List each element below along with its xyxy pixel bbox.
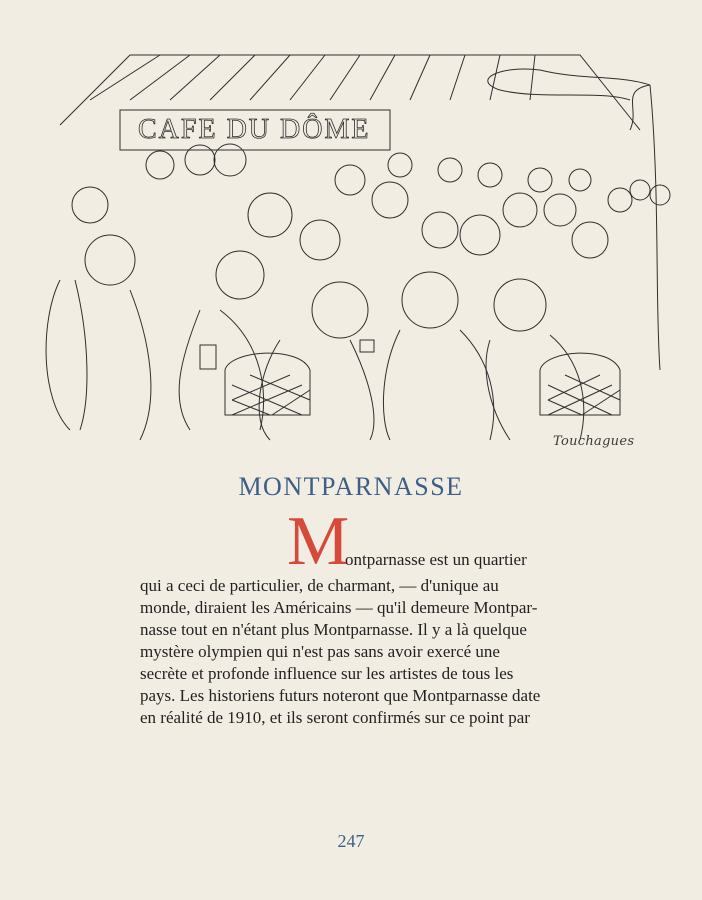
- artist-signature: Touchagues: [553, 434, 635, 449]
- page-number: 247: [337, 831, 365, 851]
- body-line: mystère olympien qui n'est pas sans avoir exercé une: [140, 642, 500, 661]
- drop-cap: M: [287, 503, 350, 580]
- body-line: qui a ceci de particulier, de charmant, — d'unique au: [140, 576, 499, 595]
- body-line: nasse tout en n'étant plus Montparnasse. Il y a là quelque: [140, 620, 527, 639]
- body-line: pays. Les historiens futurs noteront que Montparnasse date: [140, 686, 541, 705]
- body-line: secrète et profonde influence sur les artistes de tous les: [140, 664, 514, 683]
- body-line: monde, diraient les Américains — qu'il demeure Montpar-: [140, 598, 538, 617]
- cafe-illustration: [20, 40, 690, 460]
- body-line: en réalité de 1910, et ils seront confirmés sur ce point par: [140, 708, 530, 727]
- cafe-sign-text: CAFE DU DÔME: [138, 114, 371, 145]
- chapter-title: MONTPARNASSE: [238, 472, 464, 501]
- cafe-drawing: [20, 40, 690, 460]
- body-line: ontparnasse est un quartier: [345, 550, 527, 569]
